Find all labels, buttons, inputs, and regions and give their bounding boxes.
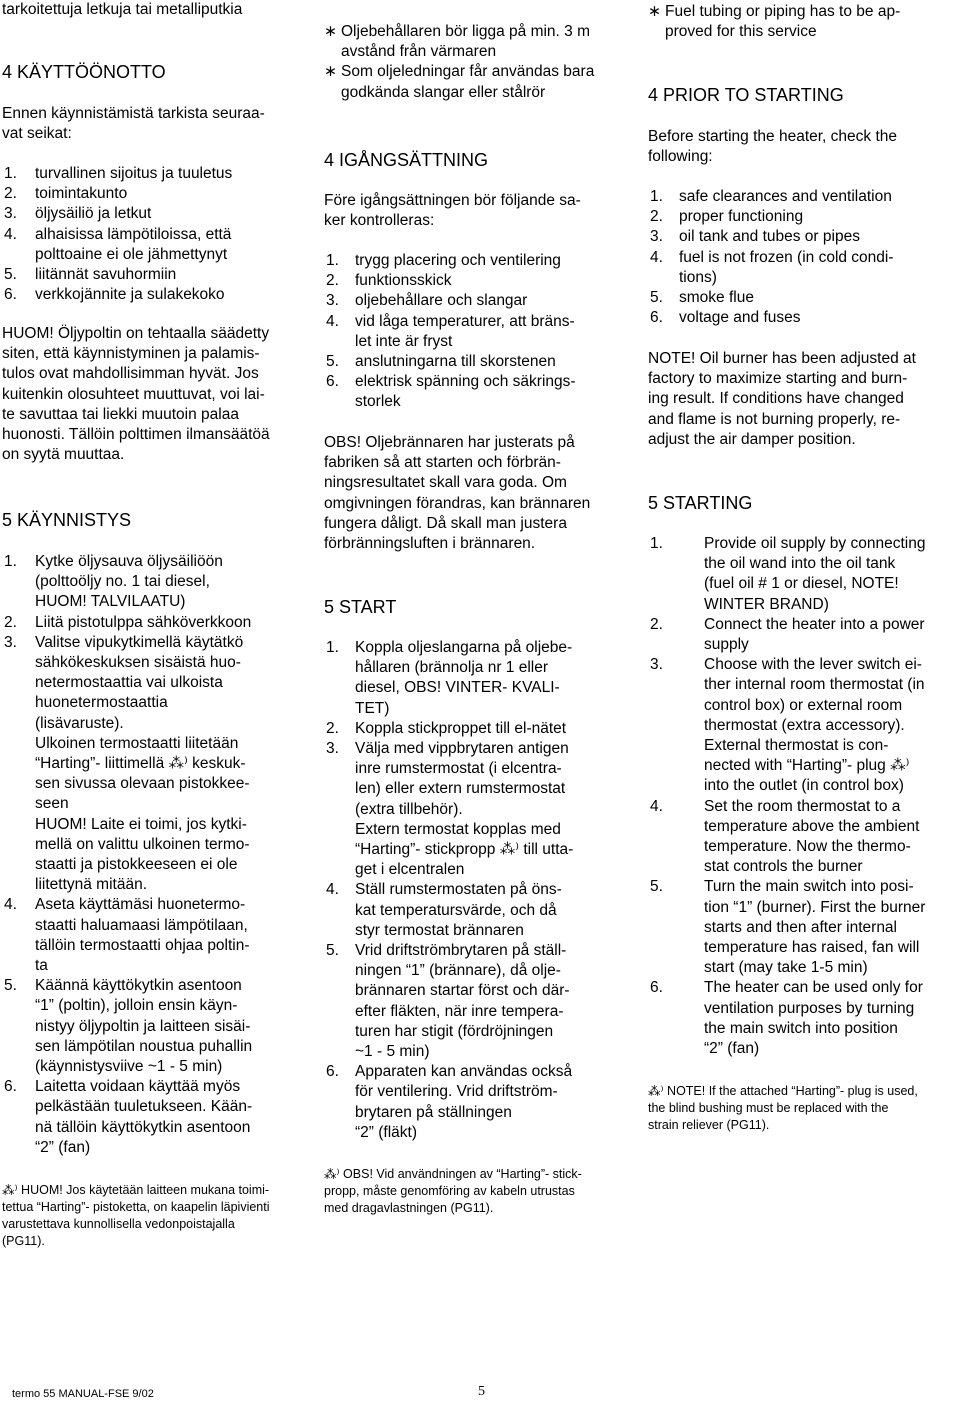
list-item-text: tion “1” (burner). First the burner — [704, 898, 926, 916]
list-item-text: safe clearances and ventilation — [679, 188, 892, 205]
list-marker: 5. — [326, 353, 339, 370]
list-item-text: Valitse vipukytkimellä käytätkö — [35, 633, 244, 651]
list-item-text: sen lämpötilan noustua puhallin — [35, 1037, 253, 1055]
list-item-text: anslutningarna till skorstenen — [355, 353, 556, 370]
list-marker: 6. — [650, 309, 663, 327]
list-item-text: diesel, OBS! VINTER- KVALI- — [355, 679, 560, 697]
text-line: HUOM! Öljypoltin on tehtaalla säädetty — [2, 325, 270, 342]
list-item-text: proper functioning — [679, 208, 804, 226]
list-item-text: hållaren (brännolja nr 1 eller — [355, 659, 549, 677]
list-marker: 1. — [4, 165, 17, 182]
list-item-text: (fuel oil # 1 or diesel, NOTE! — [704, 575, 899, 593]
list-item-text: styr termostat brännaren — [355, 921, 524, 939]
list-item-text: ~1 - 5 min) — [355, 1043, 430, 1060]
list-item-text: Ställ rumstermostaten på öns- — [355, 881, 562, 899]
text-line: siten, että käynnistyminen ja palamis- — [2, 345, 260, 363]
list-item-text: Ulkoinen termostaatti liitetään — [35, 734, 239, 752]
list-item-text: Som oljeledningar får användas bara — [341, 63, 595, 81]
text-line: kuitenkin olosuhteet muuttuvat, voi lai- — [2, 385, 265, 403]
list-item-text: tällöin termostaatti ohjaa poltin- — [35, 936, 250, 954]
list-item-text: netermostaattia vai ulkoista — [35, 674, 223, 692]
footnote-line: the blind bushing must be replaced with the — [648, 1101, 889, 1115]
list-item-text: Käännä käyttökytkin asentoon — [35, 977, 242, 995]
list-item-text: thermostat (extra accessory). — [704, 716, 905, 734]
text-line: and flame is not burning properly, re- — [648, 410, 901, 428]
list-item-text: get i elcentralen — [355, 861, 465, 879]
list-marker: 2. — [326, 272, 339, 290]
list-marker: 6. — [4, 1078, 17, 1096]
text-line: following: — [648, 148, 713, 166]
text-line: fabriken så att starten och förbrän- — [324, 454, 561, 472]
list-item-text: sähkökeskuksen sisäistä huo- — [35, 653, 241, 671]
footnote-line: ⁂⁾ OBS! Vid användningen av “Harting”- stick- — [324, 1167, 582, 1181]
list-marker: ∗ — [324, 63, 337, 81]
text-line: ningsresultatet skall vara goda. Om — [324, 474, 567, 492]
list-item-text: voltage and fuses — [679, 309, 801, 327]
list-item-text: kat temperatursvärde, och då — [355, 901, 557, 919]
list-marker: 3. — [4, 633, 17, 651]
list-item-text: tions) — [679, 268, 717, 286]
list-item-text: ningen “1” (brännare), då olje- — [355, 962, 561, 980]
list-marker: 3. — [326, 740, 339, 757]
list-item-text: temperature above the ambient — [704, 817, 920, 835]
list-item-text: avstånd från värmaren — [341, 43, 497, 61]
list-marker: 2. — [650, 615, 663, 633]
list-item-text: starts and then after internal — [704, 918, 898, 936]
list-item-text: efter fläkten, när inre tempera- — [355, 1002, 564, 1020]
list-item-text: Koppla stickproppet till el-nätet — [355, 719, 567, 737]
list-item-text: WINTER BRAND) — [704, 595, 829, 613]
list-item-text: “2” (fläkt) — [355, 1123, 417, 1141]
list-item-text: nä tällöin käyttökytkin asentoon — [35, 1118, 251, 1136]
footnote-line: med dragavlastningen (PG11). — [324, 1201, 494, 1215]
list-item-text: alhaisissa lämpötiloissa, että — [35, 225, 232, 243]
text-line: fungera dåligt. Då skall man justera — [324, 514, 567, 532]
list-item-text: trygg placering och ventilering — [355, 252, 561, 269]
footnote-line: tettua “Harting”- pistoketta, on kaapelin läpivienti — [2, 1200, 270, 1214]
list-item-text: Vrid driftströmbrytaren på ställ- — [355, 942, 567, 959]
list-item-text: vid låga temperaturer, att bräns- — [355, 312, 575, 330]
list-item-text: (käynnistysviive ~1 - 5 min) — [35, 1057, 223, 1075]
list-item-text: the oil wand into the oil tank — [704, 555, 896, 573]
list-marker: 5. — [326, 942, 339, 959]
text-line: tulos ovat mahdollisimman hyvät. Jos — [2, 365, 259, 383]
list-item-text: temperature has raised, fan will — [704, 938, 920, 956]
list-item-text: ventilation purposes by turning — [704, 999, 915, 1017]
list-item-text: (extra tillbehör). — [355, 800, 463, 818]
list-marker: 2. — [4, 613, 17, 631]
list-item-text: stat controls the burner — [704, 858, 863, 876]
text-line: NOTE! Oil burner has been adjusted at — [648, 350, 916, 367]
list-item-text: Koppla oljeslangarna på oljebe- — [355, 639, 573, 656]
page-number: 5 — [478, 1384, 485, 1399]
footnote-line: ⁂⁾ HUOM! Jos käytetään laitteen mukana toimi- — [2, 1183, 270, 1197]
list-item-text: HUOM! TALVILAATU) — [35, 593, 186, 611]
list-item-text: seen — [35, 795, 69, 813]
list-marker: 4. — [650, 248, 663, 266]
list-item-text: Connect the heater into a power — [704, 615, 925, 633]
list-item-text: turen har stigit (fördröjningen — [355, 1022, 554, 1040]
list-item-text: proved for this service — [665, 23, 817, 41]
list-item-text: inre rumstermostat (i elcentra- — [355, 760, 562, 778]
list-item-text: Aseta käyttämäsi huonetermo- — [35, 896, 246, 914]
text-line: adjust the air damper position. — [648, 430, 856, 448]
list-item-text: nected with “Harting”- plug ⁂⁾ — [704, 757, 910, 775]
text-line: factory to maximize starting and burn- — [648, 370, 908, 388]
section-4-heading: 4 IGÅNGSÄTTNING — [324, 150, 489, 170]
list-item-text: Laitetta voidaan käyttää myös — [35, 1078, 241, 1096]
list-item-text: brännaren startar först och där- — [355, 982, 570, 1000]
list-marker: 3. — [650, 228, 663, 246]
list-item-text: liitettynä mitään. — [35, 876, 147, 894]
list-item-text: ther internal room thermostat (in — [704, 676, 925, 694]
section-4-heading: 4 PRIOR TO STARTING — [648, 85, 844, 105]
list-marker: 6. — [326, 373, 339, 391]
list-item-text: (lisävaruste). — [35, 714, 124, 732]
footnote-line: ⁂⁾ NOTE! If the attached “Harting”- plug is used, — [648, 1084, 918, 1098]
list-item-text: staatti ja pistokkeeseen ei ole — [35, 855, 238, 873]
list-item-text: öljysäiliö ja letkut — [35, 205, 152, 223]
list-item-text: supply — [704, 635, 749, 653]
text-line: omgivningen förandras, kan brännaren — [324, 494, 591, 512]
list-marker: 2. — [650, 208, 663, 226]
list-item-text: “Harting”- liittimellä ⁂⁾ keskuk- — [35, 754, 246, 772]
list-item-text: HUOM! Laite ei toimi, jos kytki- — [35, 815, 247, 833]
list-marker: ∗ — [648, 3, 661, 20]
list-item-text: Turn the main switch into posi- — [704, 878, 914, 896]
text-line: Ennen käynnistämistä tarkista seuraa- — [2, 105, 265, 122]
footnote-line: strain reliever (PG11). — [648, 1118, 770, 1132]
list-item-text: let inte är fryst — [355, 332, 453, 350]
list-item-text: Kytke öljysauva öljysäiliöön — [35, 553, 223, 570]
list-marker: 4. — [326, 312, 339, 330]
list-marker: 1. — [326, 252, 339, 269]
list-item-text: Provide oil supply by connecting — [704, 535, 926, 552]
list-marker: 5. — [650, 878, 663, 896]
list-item-text: into the outlet (in control box) — [704, 777, 904, 795]
list-item-text: toimintakunto — [35, 185, 128, 203]
footnote-line: varustettava kunnollisella vedonpoistajalla — [2, 1217, 235, 1231]
list-item-text: the main switch into position — [704, 1019, 898, 1037]
intro-text: tarkoitettuja letkuja tai metalliputkia — [2, 1, 243, 18]
list-marker: 5. — [4, 977, 17, 995]
list-item-text: “2” (fan) — [35, 1138, 91, 1156]
list-item-text: oljebehållare och slangar — [355, 292, 528, 310]
section-4-heading: 4 KÄYTTÖÖNOTTO — [2, 62, 166, 82]
list-item-text: TET) — [355, 699, 390, 717]
list-item-text: temperature. Now the thermo- — [704, 837, 911, 855]
list-item-text: brytaren på ställningen — [355, 1103, 512, 1121]
text-line: ing result. If conditions have changed — [648, 390, 904, 408]
list-item-text: start (may take 1-5 min) — [704, 959, 868, 977]
list-item-text: Set the room thermostat to a — [704, 797, 901, 815]
list-item-text: huonetermostaattia — [35, 694, 168, 712]
list-item-text: för ventilering. Vrid driftström- — [355, 1083, 558, 1101]
list-item-text: ta — [35, 956, 48, 974]
list-marker: 1. — [4, 553, 17, 570]
list-item-text: Extern termostat kopplas med — [355, 820, 561, 838]
list-item-text: Choose with the lever switch ei- — [704, 656, 922, 674]
text-line: huonosti. Tällöin polttimen ilmansäätöä — [2, 426, 270, 443]
footnote-line: (PG11). — [2, 1234, 45, 1248]
list-item-text: fuel is not frozen (in cold condi- — [679, 248, 894, 266]
list-item-text: verkkojännite ja sulakekoko — [35, 286, 225, 304]
text-line: förbränningsluften i brännaren. — [324, 535, 536, 552]
list-marker: 1. — [650, 535, 663, 552]
list-marker: 3. — [326, 292, 339, 310]
list-item-text: pelkästään tuuletukseen. Kään- — [35, 1098, 253, 1116]
list-marker: 4. — [4, 225, 17, 243]
list-item-text: control box) or external room — [704, 696, 903, 714]
footnote-line: propp, måste genomföring av kabeln utrustas — [324, 1184, 575, 1198]
list-item-text: Fuel tubing or piping has to be ap- — [665, 3, 901, 20]
list-item-text: polttoaine ei ole jähmettynyt — [35, 245, 228, 263]
section-5-heading: 5 KÄYNNISTYS — [2, 510, 132, 530]
list-marker: 6. — [326, 1063, 339, 1081]
list-marker: 5. — [650, 289, 663, 306]
list-item-text: storlek — [355, 393, 401, 411]
list-marker: 1. — [326, 639, 339, 656]
list-marker: 2. — [4, 185, 17, 203]
section-5-heading: 5 START — [324, 597, 397, 617]
list-item-text: Liitä pistotulppa sähköverkkoon — [35, 613, 252, 631]
footer-doc-id: termo 55 MANUAL-FSE 9/02 — [12, 1388, 154, 1400]
list-marker: 4. — [326, 881, 339, 899]
list-marker: 3. — [4, 205, 17, 223]
list-item-text: smoke flue — [679, 289, 754, 306]
list-item-text: len) eller extern rumstermostat — [355, 780, 566, 798]
list-marker: 6. — [650, 979, 663, 997]
list-marker: ∗ — [324, 23, 337, 40]
text-line: Before starting the heater, check the — [648, 128, 898, 145]
list-item-text: funktionsskick — [355, 272, 452, 290]
list-item-text: turvallinen sijoitus ja tuuletus — [35, 165, 233, 182]
list-item-text: Välja med vippbrytaren antigen — [355, 740, 569, 757]
list-item-text: elektrisk spänning och säkrings- — [355, 373, 576, 391]
list-marker: 6. — [4, 286, 17, 304]
list-item-text: External thermostat is con- — [704, 736, 889, 754]
list-item-text: liitännät savuhormiin — [35, 266, 177, 283]
list-item-text: godkända slangar eller stålrör — [341, 83, 546, 101]
list-marker: 5. — [4, 266, 17, 283]
list-item-text: “2” (fan) — [704, 1039, 760, 1057]
list-marker: 4. — [650, 797, 663, 815]
text-line: on syytä muuttaa. — [2, 446, 125, 464]
list-item-text: Apparaten kan användas också — [355, 1063, 573, 1081]
list-marker: 4. — [4, 896, 17, 914]
list-item-text: The heater can be used only for — [704, 979, 923, 997]
text-line: OBS! Oljebrännaren har justerats på — [324, 434, 575, 451]
text-line: Före igångsättningen bör följande sa- — [324, 192, 581, 209]
section-5-heading: 5 STARTING — [648, 493, 753, 513]
list-item-text: oil tank and tubes or pipes — [679, 228, 860, 246]
list-item-text: “1” (poltin), jolloin ensin käyn- — [35, 997, 238, 1015]
text-line: ker kontrolleras: — [324, 212, 435, 230]
list-item-text: (polttoöljy no. 1 tai diesel, — [35, 573, 210, 591]
list-item-text: nistyy öljypoltin ja laitteen sisäi- — [35, 1017, 251, 1035]
list-item-text: “Harting”- stickpropp ⁂⁾ till utta- — [355, 841, 574, 858]
list-item-text: Oljebehållaren bör ligga på min. 3 m — [341, 23, 590, 40]
list-item-text: staatti haluamaasi lämpötilaan, — [35, 916, 248, 934]
list-marker: 1. — [650, 188, 663, 205]
list-marker: 3. — [650, 656, 663, 674]
text-line: vat seikat: — [2, 125, 72, 143]
text-line: te savuttaa tai liekki muutoin palaa — [2, 405, 239, 423]
list-item-text: mellä on valittu ulkoinen termo- — [35, 835, 250, 853]
list-item-text: sen sivussa olevaan pistokkee- — [35, 775, 250, 793]
list-marker: 2. — [326, 719, 339, 737]
